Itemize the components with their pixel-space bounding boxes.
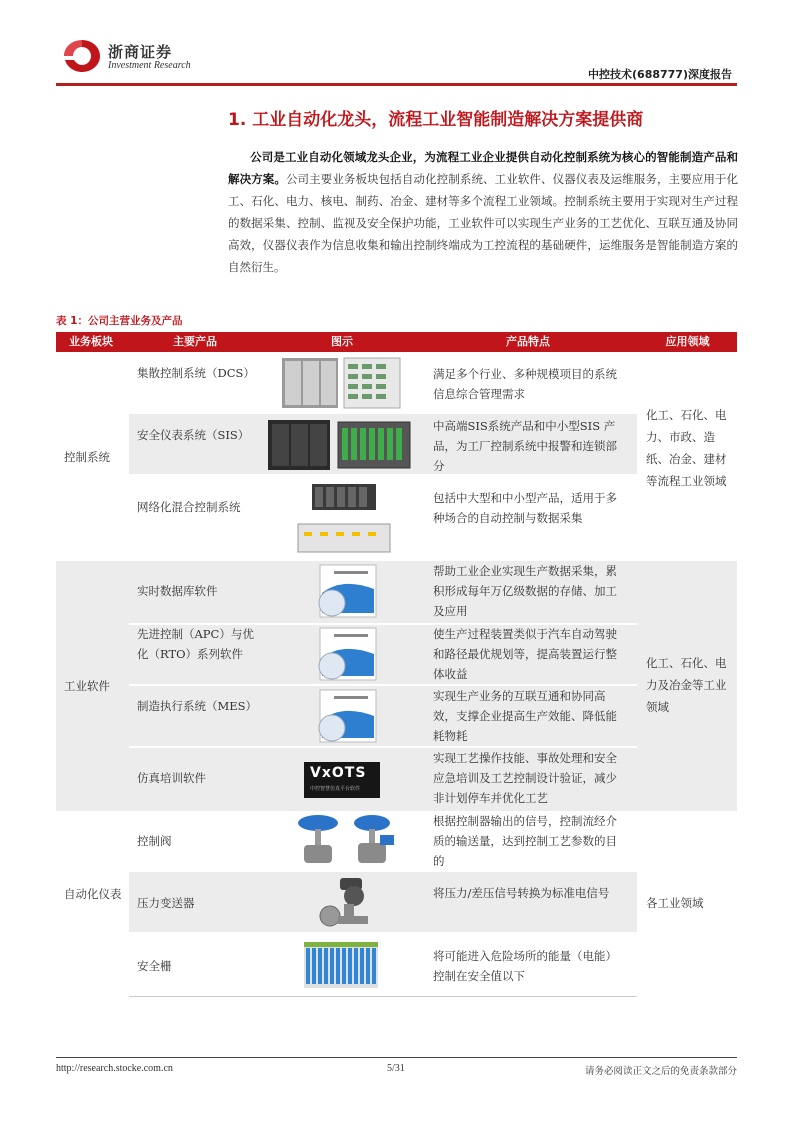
product-simulation: 仿真培训软件 (137, 771, 206, 785)
application-instruments: 各工业领域 (646, 896, 704, 910)
application-software: 化工、石化、电力及冶金等工业领域 (646, 656, 727, 714)
feature-pressure-transmitter: 将压力/差压信号转换为标准电信号 (433, 886, 610, 900)
pressure-transmitter-image (316, 876, 374, 930)
feature-apc: 使生产过程装置类似于汽车自动驾驶和路径最优规划等，提高装置运行整体收益 (433, 627, 617, 681)
header-application: 应用领域 (665, 335, 710, 348)
header-image: 图示 (331, 335, 353, 348)
logo-company-name: 浙商证券 (108, 43, 173, 61)
product-safety-barrier: 安全栅 (137, 959, 172, 973)
feature-control-valve: 根据控制器输出的信号，控制流经介质的输送量，达到控制工艺参数的目的 (433, 814, 617, 868)
mes-software-box (312, 688, 378, 744)
report-title: 中控技术(688777)深度报告 (588, 68, 732, 81)
product-control-valve: 控制阀 (137, 834, 172, 848)
product-pressure-transmitter: 压力变送器 (137, 896, 195, 910)
application-control-systems: 化工、石化、电力、市政、造纸、冶金、建材等流程工业领域 (646, 408, 727, 488)
header-segment: 业务板块 (69, 335, 113, 348)
header-divider (56, 83, 737, 86)
section-paragraph (228, 146, 738, 278)
segment-software: 工业软件 (64, 679, 110, 693)
header-product: 主要产品 (173, 335, 217, 348)
company-logo-icon (62, 38, 102, 74)
sis-cabinets-image (268, 418, 412, 472)
vxots-logo-subtitle: 中控智慧仿真平台软件 (310, 786, 361, 792)
product-hybrid-control: 网络化混合控制系统 (137, 500, 241, 514)
paragraph-body: 公司主要业务板块包括自动化控制系统、工业软件、仪器仪表及运维服务，主要应用于化工、石化、电力、核电、制药、冶金、建材等多个流程工业领域。控制系统主要用于实现对生产过程的数据采集、控制、监视及安全保护功能，工业软件可以实现生产业务的工艺优化、互联互通及协同高效，仪器仪表作为信息收集和输出控制终端成为工控流程的基础硬件，运维服务是智能制造方案的自然衍生。 (228, 172, 738, 274)
footer-disclaimer: 请务必阅读正文之后的免责条款部分 (584, 1066, 737, 1077)
feature-hybrid-control: 包括中大型和中小型产品，适用于多种场合的自动控制与数据采集 (433, 491, 617, 525)
table-caption: 表 1：公司主营业务及产品 (56, 315, 183, 327)
product-dcs: 集散控制系统（DCS） (137, 366, 255, 380)
page-number: 5/31 (387, 1063, 405, 1074)
control-valve-image (290, 813, 402, 867)
hybrid-control-image (296, 482, 392, 556)
header-feature: 产品特点 (506, 335, 550, 348)
feature-sis: 中高端SIS系统产品和中小型SIS 产品，为工厂控制系统中报警和连锁部分 (433, 419, 617, 473)
vxots-logo-text: VxOTS (310, 765, 367, 781)
product-sis: 安全仪表系统（SIS） (137, 428, 250, 442)
feature-rtdb: 帮助工业企业实现生产数据采集，累积形成每年万亿级数据的存储、加工及应用 (433, 564, 617, 618)
table-header-row (56, 332, 737, 352)
product-apc: 先进控制（APC）与优化（RTO）系列软件 (137, 627, 254, 661)
product-rtdb: 实时数据库软件 (137, 584, 218, 598)
feature-safety-barrier: 将可能进入危险场所的能量（电能）控制在安全值以下 (433, 949, 617, 983)
footer-divider (56, 1057, 737, 1058)
feature-dcs: 满足多个行业、多种规模项目的系统信息综合管理需求 (433, 367, 617, 401)
apc-software-box (312, 626, 378, 682)
section-heading: 1. 工业自动化龙头，流程工业智能制造解决方案提供商 (228, 110, 644, 130)
product-mes: 制造执行系统（MES） (137, 699, 258, 713)
table-bottom-line (129, 996, 637, 997)
logo-english-name: Investment Research (108, 60, 191, 71)
feature-simulation: 实现工艺操作技能、事故处理和安全应急培训及工艺控制设计验证，减少非计划停车并优化工艺 (433, 751, 617, 805)
dcs-cabinets-image (282, 356, 402, 410)
feature-mes: 实现生产业务的互联互通和协同高效，支撑企业提高生产效能、降低能耗物耗 (433, 689, 617, 743)
safety-barrier-image (302, 938, 380, 992)
rtdb-software-box (312, 563, 378, 619)
segment-instruments: 自动化仪表 (64, 887, 122, 901)
segment-control-systems: 控制系统 (64, 450, 110, 464)
paragraph-lead-bold: 公司是工业自动化领域龙头企业，为流程工业企业提供自动化控制系统为核心的智能制造产品和解决方案。 (228, 150, 738, 186)
footer-url[interactable]: http://research.stocke.com.cn (56, 1063, 173, 1074)
vxots-logo (304, 762, 380, 798)
